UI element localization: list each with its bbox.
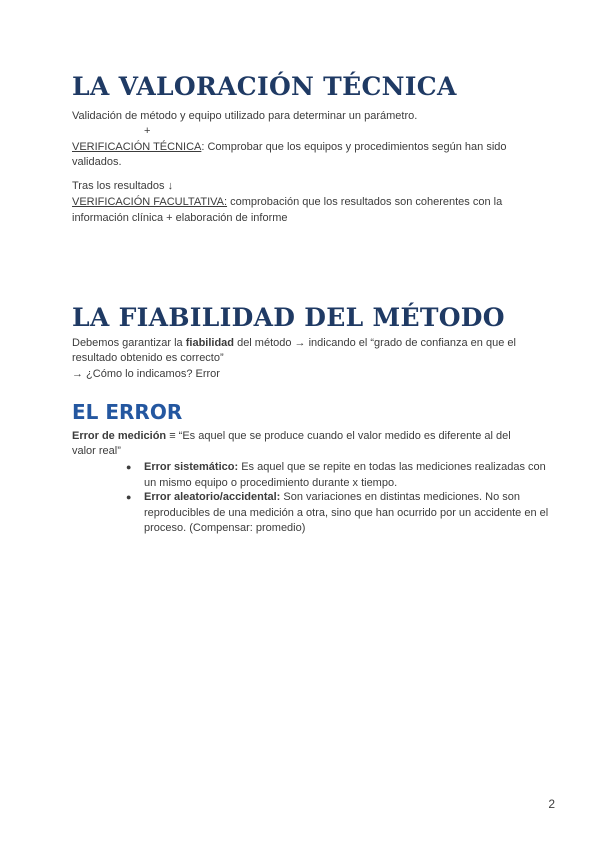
como-indicamos: → ¿Cómo lo indicamos? Error — [72, 368, 220, 380]
verificacion-facultativa-label: VERIFICACIÓN FACULTATIVA: — [72, 196, 228, 208]
fiabilidad-post: del método → indicando el “grado de confianza en que el — [234, 337, 516, 349]
heading-el-error: EL ERROR — [72, 400, 183, 424]
error-sistematico-text: Es aquel que se repite en todas las mediciones realizadas con un mismo equipo o procedimiento durante x tiempo. — [144, 461, 546, 489]
verificacion-tecnica-label: VERIFICACIÓN TÉCNICA — [72, 141, 202, 153]
error-medicion-text: “Es aquel que se produce cuando el valor medido es diferente al del — [175, 430, 511, 442]
list-item-error-aleatorio — [126, 490, 556, 537]
error-sistematico-label: Error sistemático: — [144, 461, 239, 473]
error-medicion-text-cont: valor real” — [72, 445, 121, 457]
bullet-icon: ● — [126, 462, 132, 472]
page-number: 2 — [548, 797, 555, 811]
verificacion-facultativa-text-cont: información clínica + elaboración de informe — [72, 212, 288, 224]
verificacion-facultativa-text: comprobación que los resultados son coherentes con la — [227, 196, 503, 208]
heading-valoracion-tecnica: LA VALORACIÓN TÉCNICA — [72, 72, 457, 101]
verificacion-tecnica-text-cont: validados. — [72, 156, 122, 168]
paragraph-fiabilidad — [72, 335, 516, 351]
paragraph-tras-resultados: Tras los resultados ↓ — [72, 180, 174, 192]
paragraph-validacion: Validación de método y equipo utilizado para determinar un parámetro. — [72, 110, 418, 122]
fiabilidad-bold: fiabilidad — [185, 337, 235, 349]
verificacion-tecnica-text: : Comprobar que los equipos y procedimientos según han sido — [201, 141, 507, 153]
paragraph-verificacion-facultativa — [72, 194, 502, 210]
paragraph-error-medicion — [72, 428, 511, 444]
heading-fiabilidad-metodo: LA FIABILIDAD DEL MÉTODO — [72, 303, 505, 332]
bullet-icon: ● — [126, 492, 132, 502]
list-item-text — [144, 460, 556, 491]
list-item-text — [144, 490, 556, 537]
error-aleatorio-label: Error aleatorio/accidental: — [144, 491, 281, 503]
plus-sign: + — [144, 125, 151, 137]
fiabilidad-cont: resultado obtenido es correcto” — [72, 352, 224, 364]
error-aleatorio-text: Son variaciones en distintas mediciones. No son reproducibles de una medición a otra, sino que han ocurrido por un accidente en el proceso. (Compensar: promedio) — [144, 491, 549, 534]
error-medicion-label: Error de medición ≡ — [72, 430, 176, 442]
fiabilidad-pre: Debemos garantizar la — [72, 337, 186, 349]
list-item-error-sistematico — [126, 460, 556, 491]
paragraph-verificacion-tecnica — [72, 139, 507, 155]
